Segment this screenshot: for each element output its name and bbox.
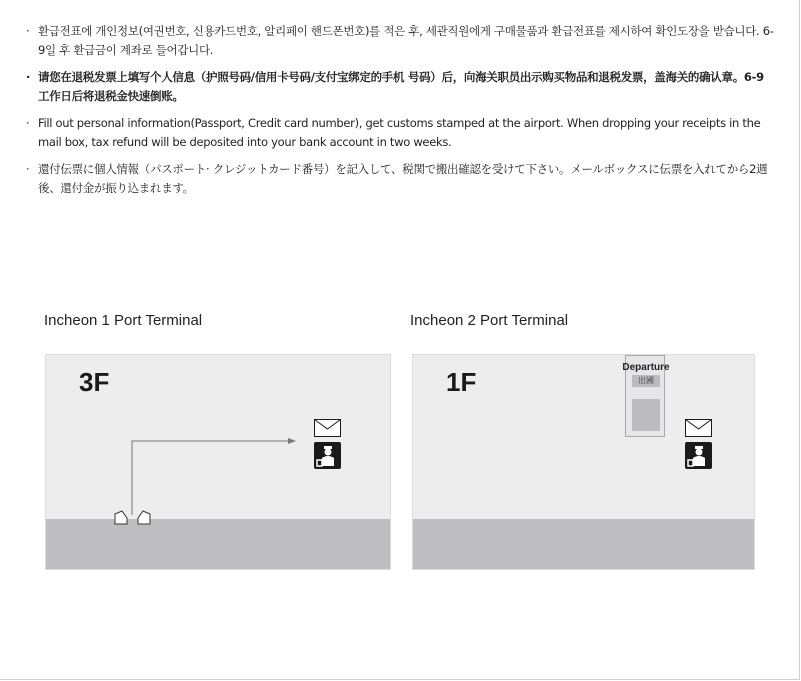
bullet: · <box>26 24 30 38</box>
instruction-english <box>24 114 774 152</box>
instruction-japanese <box>24 160 774 198</box>
customs-officer-icon <box>314 442 341 469</box>
terminal-1-title: Incheon 1 Port Terminal <box>44 312 203 329</box>
floor-label: 3F <box>79 367 110 397</box>
instruction-text: 환급전표에 개인정보(여권번호, 신용카드번호, 알리페이 핸드폰번호)를 적은 후, 세관직원에게 구매물품과 환급전표를 제시하여 확인도장을 받습니다. 6-9일 후 환급금이 계좌로 들어갑니다. <box>38 24 774 57</box>
gate-block <box>632 399 660 431</box>
floor-label: 1F <box>446 367 477 397</box>
terminal-1-map <box>45 354 391 570</box>
instruction-korean <box>24 22 774 60</box>
bullet: · <box>26 116 30 130</box>
mail-icon <box>685 419 712 437</box>
instructions <box>24 22 774 206</box>
mail-icon <box>314 419 341 437</box>
customs-officer-icon <box>685 442 712 469</box>
instruction-text: Fill out personal information(Passport, Credit card number), get customs stamped at the airport. When dropping your receipts in the mail box, tax refund will be deposited into your bank account in two weeks. <box>38 116 761 149</box>
terminal-2-title: Incheon 2 Port Terminal <box>410 312 569 329</box>
instruction-chinese <box>24 68 774 106</box>
door-icon <box>114 510 152 526</box>
departure-sublabel: 出國 <box>632 375 660 387</box>
departure-gate <box>622 355 670 437</box>
departure-label: Departure <box>622 362 670 373</box>
instruction-text: 還付伝票に個人情報（パスポート· クレジットカード番号）を記入して、税関で搬出確認を受けて下さい。メールボックスに伝票を入れてから2週後、還付金が振り込まれます。 <box>38 162 768 195</box>
terminal-2-map <box>412 354 755 570</box>
bullet: · <box>26 70 31 84</box>
instruction-text: 请您在退税发票上填写个人信息（护照号码/信用卡号码/支付宝绑定的手机 号码）后，向海关职员出示购买物品和退税发票，盖海关的确认章。6-9工作日后将退税金快速倒账。 <box>38 70 764 103</box>
bullet: · <box>26 162 30 176</box>
ground-area <box>413 519 754 569</box>
